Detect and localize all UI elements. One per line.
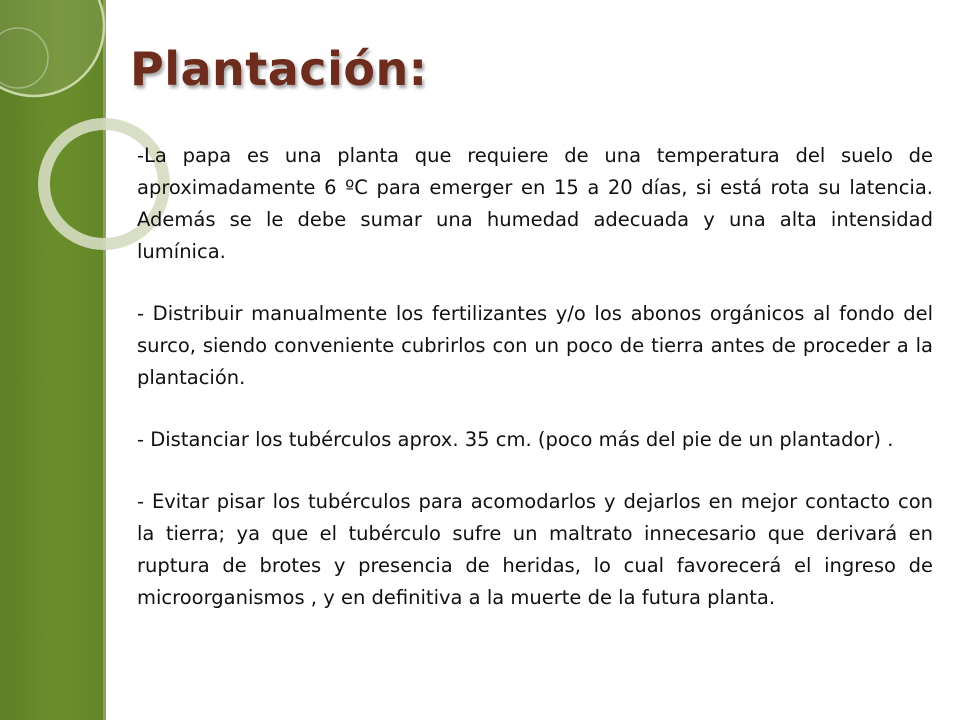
paragraph-handling: - Evitar pisar los tubérculos para acomodarlos y dejarlos en mejor contacto con la tierra; ya que el tubérculo sufre un maltrato innecesario que derivará en ruptura de brotes y presencia de heridas, lo cual favorecerá el ingreso de microorganismos , y en definitiva a la muerte de la futura planta.: [137, 490, 933, 609]
large-ring: [0, 0, 104, 96]
paragraph-spacing: - Distanciar los tubérculos aprox. 35 cm. (poco más del pie de un plantador) .: [137, 428, 894, 451]
paragraph-fertilizers: - Distribuir manualmente los fertilizantes y/o los abonos orgánicos al fondo del surco, siendo conveniente cubrirlos con un poco de tierra antes de proceder a la plantación.: [137, 302, 933, 389]
slide-body: [137, 140, 933, 644]
paragraph-temperature: -La papa es una planta que requiere de una temperatura del suelo de aproximadamente 6 ºC para emerger en 15 a 20 días, si está rota su latencia. Además se le debe sumar una humedad adecuada y una alta intensidad lumínica.: [137, 144, 933, 263]
slide-title: Plantación:: [130, 42, 428, 96]
